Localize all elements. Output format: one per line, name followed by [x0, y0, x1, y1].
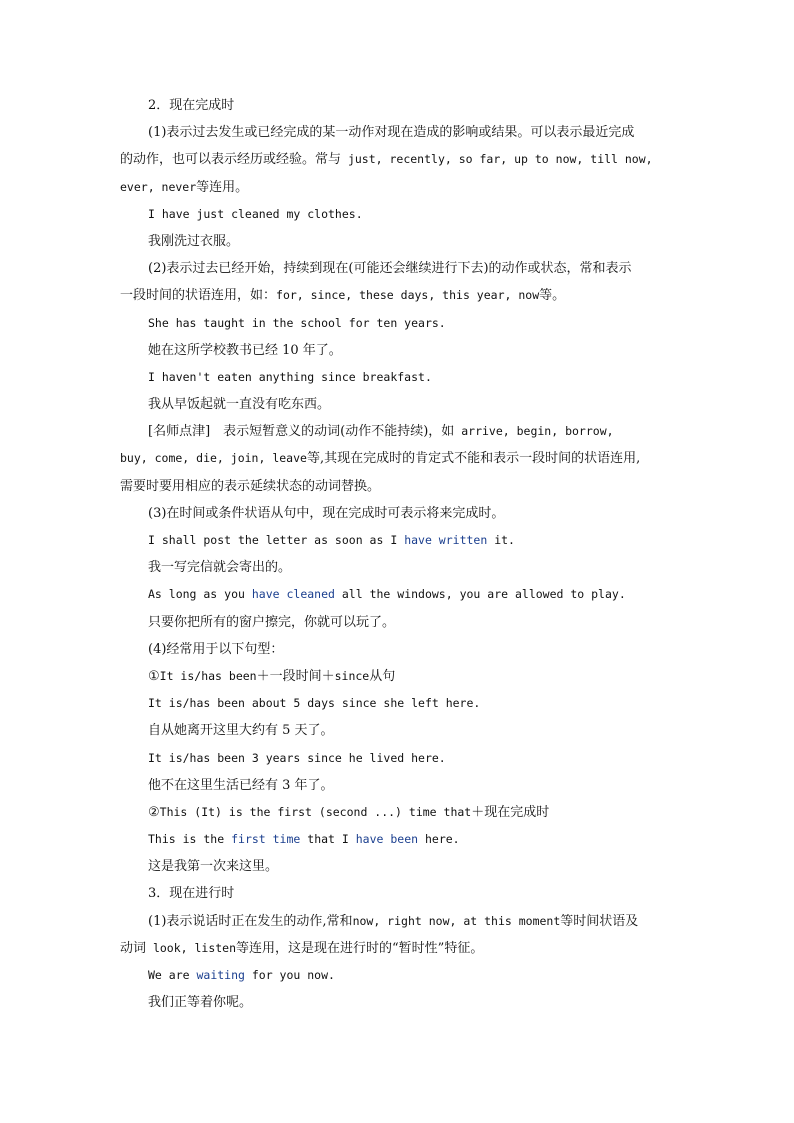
paragraph-4-line-1: (4)经常用于以下句型：: [148, 641, 284, 657]
example-4-cn: 我一写完信就会寄出的。: [148, 560, 292, 576]
document-body: [120, 92, 680, 1016]
example-8-en: This is the first time that I have been here.: [148, 832, 460, 847]
paragraph-2-line-1: (2)表示过去已经开始，持续到现在(可能还会继续进行下去)的动作或状态，常和表示: [148, 261, 632, 277]
example-2-cn: 她在这所学校教书已经 10 年了。: [148, 342, 342, 358]
example-3-en: I haven't eaten anything since breakfast.: [148, 369, 432, 384]
section-title-present-progressive: 3．现在进行时: [148, 886, 235, 902]
example-1-cn: 我刚洗过衣服。: [148, 233, 240, 249]
example-1-en: I have just cleaned my clothes.: [148, 206, 363, 221]
teacher-note-line-2: buy, come, die, join, leave等,其现在完成时的肯定式不能和表示一段时间的状语连用,: [120, 451, 641, 467]
section-title-present-perfect: 2．现在完成时: [148, 98, 235, 113]
paragraph-1-line-1: (1)表示过去发生或已经完成的某一动作对现在造成的影响或结果。可以表示最近完成: [148, 125, 635, 141]
teacher-note-line-3: 需要时要用相应的表示延续状态的动词替换。: [120, 478, 381, 494]
example-7-cn: 他不在这里生活已经有 3 年了。: [148, 777, 334, 793]
teacher-note-line-1: [名师点津] 表示短暂意义的动词(动作不能持续)，如 arrive, begin, borrow,: [148, 424, 614, 440]
example-6-en: It is/has been about 5 days since she left here.: [148, 696, 481, 711]
example-9-en: We are waiting for you now.: [148, 968, 335, 982]
example-7-en: It is/has been 3 years since he lived here.: [148, 750, 446, 765]
example-5-en: As long as you have cleaned all the windows, you are allowed to play.: [148, 587, 626, 602]
pattern-1: ①It is/has been＋一段时间＋since从句: [148, 668, 396, 684]
example-5-cn: 只要你把所有的窗户擦完，你就可以玩了。: [148, 614, 396, 630]
example-9-cn: 我们正等着你呢。: [148, 995, 253, 1011]
example-6-cn: 自从她离开这里大约有 5 天了。: [148, 723, 334, 739]
progressive-paragraph-1-line-2: 动词 look, listen等连用，这是现在进行时的“暂时性”特征。: [120, 940, 484, 956]
example-2-en: She has taught in the school for ten years.: [148, 315, 446, 330]
paragraph-1-line-2: 的动作，也可以表示经历或经验。常与 just, recently, so far, up to now, till now,: [120, 152, 653, 168]
pattern-2: ②This (It) is the first (second ...) time that＋现在完成时: [148, 804, 550, 820]
example-3-cn: 我从早饭起就一直没有吃东西。: [148, 397, 331, 413]
example-4-en: I shall post the letter as soon as I have written it.: [148, 533, 515, 547]
paragraph-1-line-3: ever, never等连用。: [120, 179, 249, 195]
progressive-paragraph-1-line-1: (1)表示说话时正在发生的动作,常和now, right now, at this moment等时间状语及: [148, 913, 639, 929]
paragraph-2-line-2: 一段时间的状语连用，如：for, since, these days, this year, now等。: [120, 288, 566, 304]
example-8-cn: 这是我第一次来这里。: [148, 859, 279, 875]
paragraph-3-line-1: (3)在时间或条件状语从句中，现在完成时可表示将来完成时。: [148, 505, 505, 521]
